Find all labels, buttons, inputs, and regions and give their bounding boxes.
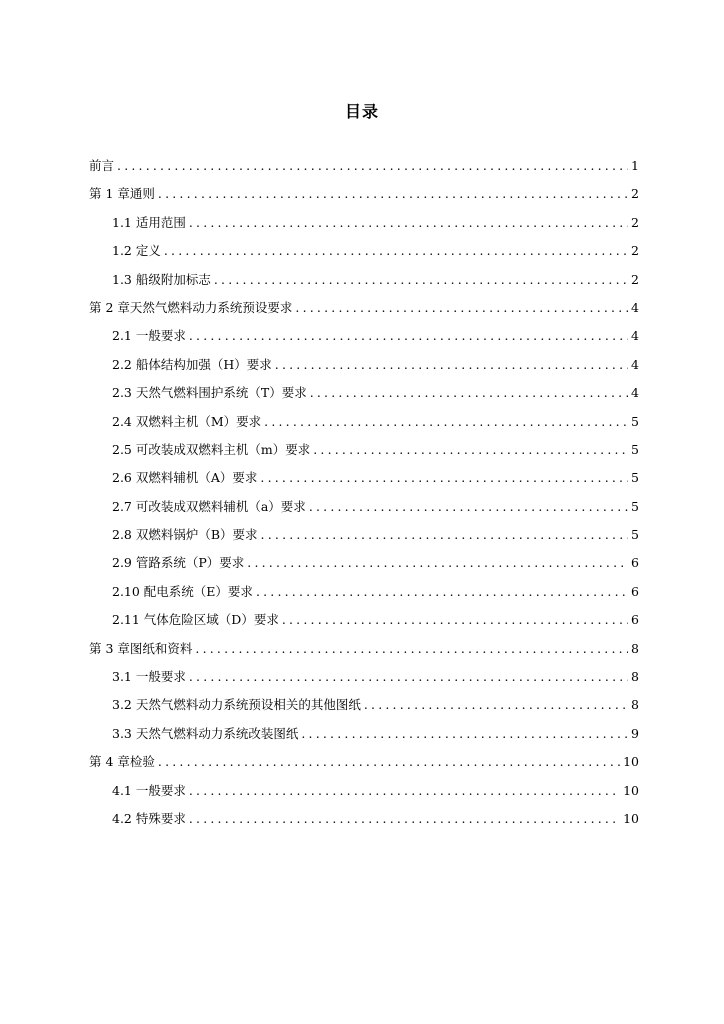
- toc-entry-page-number: 9: [631, 725, 639, 741]
- toc-dot-leader: [189, 809, 620, 829]
- toc-entry-label: 第 1 章通则: [89, 186, 155, 202]
- toc-entry-page-number: 2: [631, 243, 639, 259]
- toc-entry-label: 2.2 船体结构加强（H）要求: [112, 356, 272, 372]
- toc-dot-leader: [117, 156, 628, 176]
- toc-entry-page-number: 8: [631, 669, 639, 685]
- toc-entry-label: 1.2 定义: [112, 243, 161, 259]
- toc-entry-label: 第 4 章检验: [89, 754, 155, 770]
- toc-dot-leader: [264, 412, 628, 432]
- toc-dot-leader: [282, 610, 628, 630]
- toc-dot-leader: [275, 355, 628, 375]
- toc-entry-label: 2.7 可改装成双燃料辅机（a）要求: [112, 498, 306, 514]
- toc-entry[interactable]: [89, 440, 639, 468]
- toc-entry[interactable]: [89, 497, 639, 525]
- toc-entry-page-number: 2: [631, 214, 639, 230]
- toc-dot-leader: [256, 582, 628, 602]
- toc-dot-leader: [164, 241, 628, 261]
- toc-dot-leader: [261, 525, 629, 545]
- toc-dot-leader: [214, 270, 628, 290]
- toc-dot-leader: [158, 752, 620, 772]
- toc-entry-page-number: 8: [631, 640, 639, 656]
- toc-entry[interactable]: [89, 695, 639, 723]
- toc-entry[interactable]: [89, 752, 639, 780]
- toc-entry[interactable]: [89, 667, 639, 695]
- toc-entry-label: 3.1 一般要求: [112, 669, 186, 685]
- page-title: 目录: [344, 101, 379, 121]
- toc-entry[interactable]: [89, 525, 639, 553]
- toc-entry[interactable]: [89, 553, 639, 581]
- toc-entry[interactable]: [89, 412, 639, 440]
- toc-entry-page-number: 6: [631, 555, 639, 571]
- toc-entry-label: 2.5 可改装成双燃料主机（m）要求: [112, 441, 311, 457]
- toc-entry[interactable]: [89, 184, 639, 212]
- toc-entry[interactable]: [89, 724, 639, 752]
- toc-entry[interactable]: [89, 213, 639, 241]
- toc-entry-label: 1.3 船级附加标志: [112, 271, 211, 287]
- toc-entry-page-number: 10: [623, 810, 639, 826]
- toc-dot-leader: [195, 639, 628, 659]
- toc-dot-leader: [247, 553, 628, 573]
- toc-dot-leader: [309, 497, 628, 517]
- toc-entry[interactable]: [89, 270, 639, 298]
- toc-entry-label: 第 2 章天然气燃料动力系统预设要求: [89, 299, 293, 315]
- toc-entry-label: 4.1 一般要求: [112, 782, 186, 798]
- toc-dot-leader: [295, 298, 628, 318]
- toc-entry[interactable]: [89, 298, 639, 326]
- toc-entry[interactable]: [89, 383, 639, 411]
- toc-entry-label: 2.9 管路系统（P）要求: [112, 555, 245, 571]
- toc-entry-label: 2.6 双燃料辅机（A）要求: [112, 470, 258, 486]
- toc-entry-label: 前言: [89, 158, 115, 173]
- toc-entry-page-number: 10: [623, 782, 639, 798]
- toc-entry-label: 2.8 双燃料锅炉（B）要求: [112, 527, 258, 543]
- toc-entry[interactable]: [89, 355, 639, 383]
- toc-dot-leader: [189, 326, 628, 346]
- toc-entry-page-number: 10: [623, 754, 639, 770]
- toc-dot-leader: [301, 724, 628, 744]
- toc-entry-page-number: 8: [631, 697, 639, 713]
- toc-dot-leader: [189, 667, 628, 687]
- toc-entry[interactable]: [89, 156, 639, 184]
- toc-dot-leader: [158, 184, 628, 204]
- toc-entry-label: 2.1 一般要求: [112, 328, 186, 344]
- toc-entry-page-number: 2: [631, 271, 639, 287]
- toc-entry[interactable]: [89, 610, 639, 638]
- toc-entry-page-number: 5: [631, 470, 639, 486]
- toc-entry[interactable]: [89, 639, 639, 667]
- toc-entry-page-number: 5: [631, 413, 639, 429]
- toc-entry-page-number: 5: [631, 498, 639, 514]
- toc-entry[interactable]: [89, 582, 639, 610]
- toc-entry-label: 2.11 气体危险区域（D）要求: [112, 612, 279, 628]
- toc-entry[interactable]: [89, 326, 639, 354]
- toc-entry-page-number: 4: [631, 299, 639, 315]
- toc-entry-page-number: 4: [631, 328, 639, 344]
- toc-dot-leader: [189, 213, 628, 233]
- toc-entry-label: 3.3 天然气燃料动力系统改装图纸: [112, 725, 299, 741]
- table-of-contents: [89, 156, 639, 837]
- toc-entry-label: 2.3 天然气燃料围护系统（T）要求: [112, 385, 307, 401]
- toc-entry[interactable]: [89, 468, 639, 496]
- toc-dot-leader: [313, 440, 628, 460]
- toc-dot-leader: [310, 383, 628, 403]
- toc-entry-page-number: 1: [631, 158, 639, 173]
- toc-entry-label: 2.10 配电系统（E）要求: [112, 583, 253, 599]
- toc-entry-label: 2.4 双燃料主机（M）要求: [112, 413, 262, 429]
- toc-entry[interactable]: [89, 241, 639, 269]
- toc-entry[interactable]: [89, 809, 639, 837]
- toc-entry-page-number: 6: [631, 583, 639, 599]
- toc-entry-page-number: 5: [631, 441, 639, 457]
- toc-entry-page-number: 4: [631, 356, 639, 372]
- toc-entry-label: 1.1 适用范围: [112, 214, 186, 230]
- toc-entry-label: 4.2 特殊要求: [112, 810, 186, 826]
- toc-entry-page-number: 5: [631, 527, 639, 543]
- toc-entry-label: 3.2 天然气燃料动力系统预设相关的其他图纸: [112, 697, 361, 713]
- toc-dot-leader: [364, 695, 628, 715]
- toc-entry-page-number: 6: [631, 612, 639, 628]
- toc-entry-page-number: 4: [631, 385, 639, 401]
- toc-entry-label: 第 3 章图纸和资料: [89, 640, 193, 656]
- toc-dot-leader: [260, 468, 628, 488]
- toc-entry[interactable]: [89, 781, 639, 809]
- toc-dot-leader: [189, 781, 620, 801]
- toc-entry-page-number: 2: [631, 186, 639, 202]
